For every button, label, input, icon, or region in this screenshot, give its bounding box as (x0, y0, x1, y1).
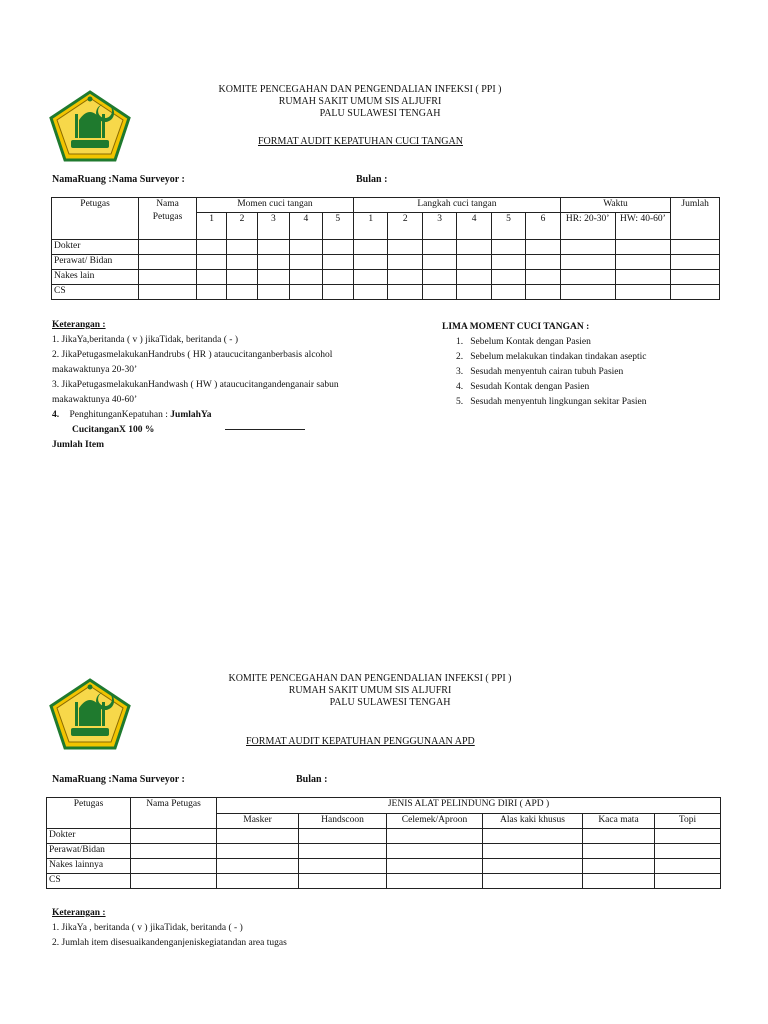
header2-city: PALU SULAWESI TENGAH (329, 697, 451, 708)
header-city: PALU SULAWESI TENGAH (319, 108, 441, 119)
row-label: Perawat/Bidan (47, 844, 131, 859)
waktu-hw: HW: 40-60’ (615, 213, 671, 240)
row-label: Nakes lainnya (47, 859, 131, 874)
row-label: Nakes lain (52, 270, 139, 285)
header2-committee: KOMITE PENCEGAHAN DAN PENGENDALIAN INFEKSI ( PPI ) (228, 673, 512, 684)
momen-4: 4 (290, 213, 322, 240)
lima-item-4: 4. Sesudah Kontak dengan Pasien (456, 382, 590, 392)
langkah-2: 2 (388, 213, 422, 240)
header2-hospital: RUMAH SAKIT UMUM SIS ALJUFRI (288, 685, 452, 696)
meta-month: Bulan : (356, 174, 388, 185)
col-nama-petugas: Nama Petugas (139, 198, 197, 240)
row-label: CS (52, 285, 139, 300)
hand-hygiene-table (51, 197, 720, 300)
keterangan-3b: makawaktunya 40-60’ (52, 395, 138, 405)
langkah-4: 4 (457, 213, 491, 240)
row-label: Dokter (52, 240, 139, 255)
keterangan-title: Keterangan : (52, 320, 106, 330)
momen-1: 1 (196, 213, 226, 240)
lima-item-1: 1. Sebelum Kontak dengan Pasien (456, 337, 591, 347)
keterangan-3: 3. JikaPetugasmelakukanHandwash ( HW ) ataucucitangandenganair sabun (52, 380, 339, 390)
meta2-month: Bulan : (296, 774, 328, 785)
langkah-3: 3 (422, 213, 456, 240)
row-label: Dokter (47, 829, 131, 844)
keterangan-2: 2. JikaPetugasmelakukanHandrubs ( HR ) ataucucitanganberbasis alcohol (52, 350, 333, 360)
table-row (47, 874, 721, 889)
langkah-5: 5 (491, 213, 525, 240)
apd-table (46, 797, 721, 889)
momen-3: 3 (257, 213, 289, 240)
langkah-6: 6 (526, 213, 561, 240)
apd-kaca-mata: Kaca mata (583, 813, 655, 829)
keterangan-1: 1. JikaYa,beritanda ( v ) jikaTidak, beritanda ( - ) (52, 335, 239, 345)
table-row (52, 270, 720, 285)
form-title: FORMAT AUDIT KEPATUHAN CUCI TANGAN (258, 136, 463, 147)
momen-5: 5 (322, 213, 353, 240)
col-langkah: Langkah cuci tangan (354, 198, 561, 213)
keterangan2-1: 1. JikaYa , beritanda ( v ) jikaTidak, beritanda ( - ) (52, 923, 243, 933)
col-waktu: Waktu (560, 198, 670, 213)
header-committee: KOMITE PENCEGAHAN DAN PENGENDALIAN INFEKSI ( PPI ) (218, 84, 502, 95)
col-petugas: Petugas (52, 198, 139, 240)
header-hospital: RUMAH SAKIT UMUM SIS ALJUFRI (278, 96, 442, 107)
col-momen: Momen cuci tangan (196, 198, 353, 213)
apd-handscoon: Handscoon (299, 813, 387, 829)
table-row (52, 255, 720, 270)
table-row (47, 829, 721, 844)
keterangan2-2: 2. Jumlah item disesuaikandenganjeniskegiatandan area tugas (52, 938, 287, 948)
keterangan2-title: Keterangan : (52, 908, 106, 918)
table-row (52, 285, 720, 300)
table-row (47, 844, 721, 859)
langkah-1: 1 (354, 213, 388, 240)
table-row (52, 240, 720, 255)
apd-masker: Masker (217, 813, 299, 829)
lima-item-2: 2. Sebelum melakukan tindakan tindakan aseptic (456, 352, 647, 362)
momen-2: 2 (227, 213, 257, 240)
lima-title: LIMA MOMENT CUCI TANGAN : (442, 322, 590, 332)
formula-divider (225, 429, 305, 430)
apd-celemek: Celemek/Aproon (387, 813, 483, 829)
row-label: Perawat/ Bidan (52, 255, 139, 270)
apd-col-jenis: JENIS ALAT PELINDUNG DIRI ( APD ) (217, 798, 721, 814)
table-row (47, 859, 721, 874)
formula-top: CucitanganX 100 % (72, 425, 155, 435)
meta-room-surveyor: NamaRuang :Nama Surveyor : (52, 174, 185, 185)
item4-number: 4. (52, 410, 60, 420)
item4-text: PenghitunganKepatuhan : (69, 410, 168, 420)
apd-col-petugas: Petugas (47, 798, 131, 829)
apd-col-nama: Nama Petugas (131, 798, 217, 829)
formula-bottom: Jumlah Item (52, 440, 104, 450)
hospital-logo-2 (49, 678, 131, 750)
hospital-logo-1 (49, 90, 131, 162)
meta2-room-surveyor: NamaRuang :Nama Surveyor : (52, 774, 185, 785)
lima-item-5: 5. Sesudah menyentuh lingkungan sekitar Pasien (456, 397, 647, 407)
keterangan-2b: makawaktunya 20-30’ (52, 365, 138, 375)
item4-bold: JumlahYa (170, 410, 212, 420)
row-label: CS (47, 874, 131, 889)
col-jumlah: Jumlah (671, 198, 720, 240)
waktu-hr: HR: 20-30’ (560, 213, 615, 240)
form2-title: FORMAT AUDIT KEPATUHAN PENGGUNAAN APD (246, 736, 475, 747)
lima-item-3: 3. Sesudah menyentuh cairan tubuh Pasien (456, 367, 624, 377)
apd-topi: Topi (655, 813, 721, 829)
apd-alas-kaki: Alas kaki khusus (483, 813, 583, 829)
